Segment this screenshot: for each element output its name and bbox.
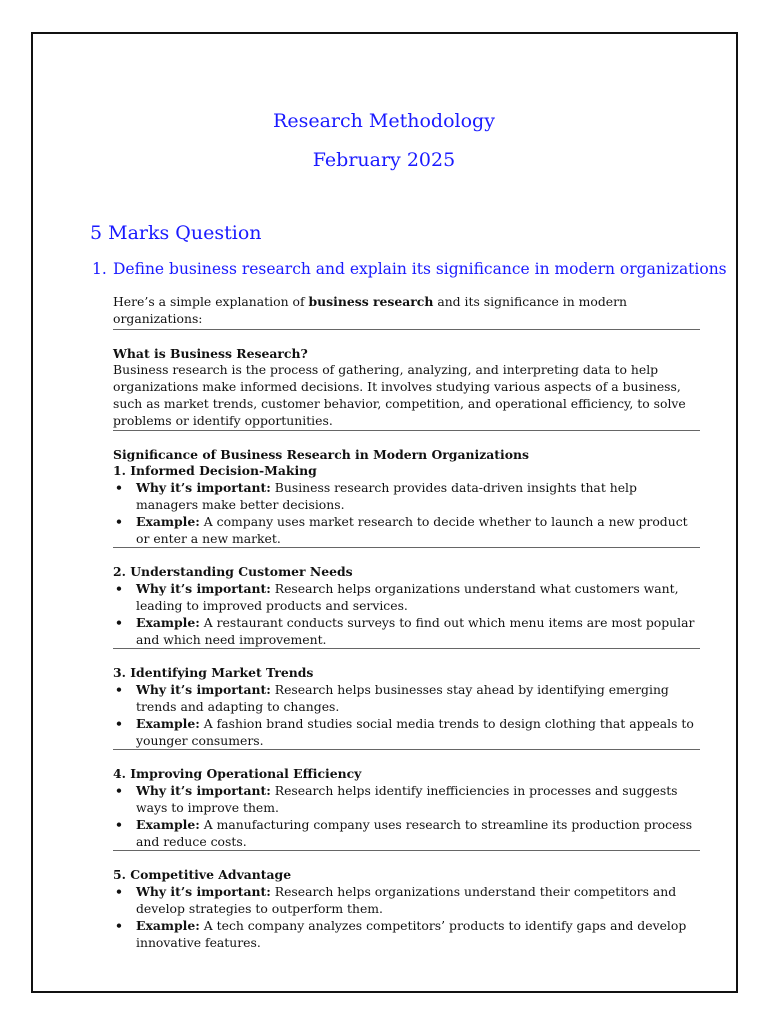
why-item [113,783,700,817]
example-item [113,817,700,851]
example-text: A manufacturing company uses research to streamline its production process and reduce costs. [136,816,693,849]
definition-heading: What is Business Research? [113,345,308,361]
point-title: 3. Identifying Market Trends [113,665,314,681]
example-text: A tech company analyzes competitors’ products to identify gaps and develop innovative features. [136,917,687,950]
why-label: Why it’s important: [136,581,271,597]
why-item [113,581,700,615]
why-label: Why it’s important: [136,480,271,496]
example-label: Example: [136,917,200,933]
intro-bold-term: business research [308,294,434,309]
why-item [113,480,700,514]
document-title: Research Methodology [273,110,495,132]
intro-text-start: Here’s a simple explanation of [113,294,309,309]
point-title: 4. Improving Operational Efficiency [113,766,362,782]
point-list [113,581,700,648]
point-title: 1. Informed Decision-Making [113,463,317,479]
why-item [113,682,700,716]
why-text: Research helps identify inefficiencies in processes and suggests ways to improve them. [136,783,678,815]
point-list [113,480,700,547]
example-text: A company uses market research to decide whether to launch a new product or enter a new market. [136,513,688,546]
point-list [113,783,700,850]
point-block [113,431,700,549]
answer-content [113,294,700,951]
intro-paragraph [113,294,700,330]
example-item [113,716,700,750]
why-label: Why it’s important: [136,682,271,698]
question [92,260,727,278]
example-item [113,615,700,649]
why-item [113,884,700,918]
point-title: 2. Understanding Customer Needs [113,564,353,580]
why-text: Business research provides data-driven insights that help managers make better decisions. [136,480,637,512]
point-block [113,548,700,649]
significance-heading: Significance of Business Research in Modern Organizations [113,446,529,462]
example-text: A fashion brand studies social media trends to design clothing that appeals to younger consumers. [136,715,694,748]
example-label: Example: [136,614,200,630]
why-text: Research helps organizations understand their competitors and develop strategies to outperform them. [136,884,677,916]
why-label: Why it’s important: [136,884,271,900]
example-label: Example: [136,715,200,731]
why-text: Research helps organizations understand what customers want, leading to improved products and services. [136,581,679,613]
definition-block [113,330,700,431]
point-title: 5. Competitive Advantage [113,867,292,883]
example-label: Example: [136,513,200,529]
example-item [113,918,700,952]
point-block [113,750,700,851]
point-list [113,682,700,749]
question-text: Define business research and explain its significance in modern organizations [113,260,727,278]
document-date: February 2025 [312,149,456,171]
point-list [113,884,700,951]
example-label: Example: [136,816,200,832]
why-text: Research helps businesses stay ahead by identifying emerging trends and adapting to changes. [136,682,669,714]
point-block [113,649,700,750]
example-item [113,514,700,548]
why-label: Why it’s important: [136,783,271,799]
question-number: 1. [92,260,107,278]
intro-text-end: and its significance in modern organizations: [113,294,628,326]
example-text: A restaurant conducts surveys to find out which menu items are most popular and which need improvement. [136,614,695,647]
section-heading: 5 Marks Question [90,222,262,244]
point-block [113,851,700,951]
definition-body: Business research is the process of gathering, analyzing, and interpreting data to help organizations make informed decisions. It involves studying various aspects of a business, such as market trends, customer behavior, competition, and operational efficiency, to solve problems or identify opportunities. [113,362,686,428]
